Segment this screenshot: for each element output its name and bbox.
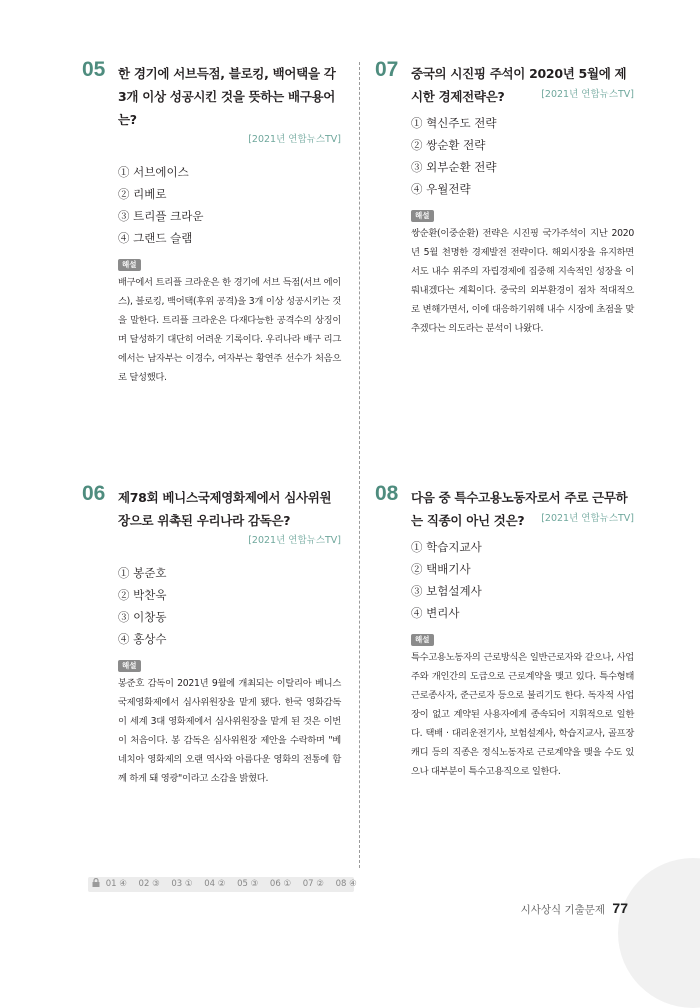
option-3[interactable]: ③ 외부순환 전략 <box>411 160 497 174</box>
question-number: 05 <box>82 58 106 81</box>
answer-item: 02 ③ <box>138 879 160 889</box>
answer-item: 01 ④ <box>105 879 127 889</box>
question-number: 08 <box>375 482 399 505</box>
question-source: [2021년 연합뉴스TV] <box>248 134 341 145</box>
options-list <box>411 536 634 624</box>
option-3[interactable]: ③ 이창동 <box>118 610 167 624</box>
option-2[interactable]: ② 박찬욱 <box>118 588 167 602</box>
answer-item: 06 ① <box>269 879 292 889</box>
answer-item: 07 ② <box>302 879 324 889</box>
options-list <box>118 562 341 650</box>
option-4[interactable]: ④ 그랜드 슬램 <box>118 231 193 245</box>
question-text: 중국의 시진핑 주석이 2020년 5월에 제시한 경제전략은? <box>411 66 627 104</box>
question-number: 06 <box>82 482 106 505</box>
explanation-text: 배구에서 트리플 크라운은 한 경기에 서브 득점(서브 에이스), 블로킹, 백어택(후위 공격)을 3개 이상 성공시키는 것을 말한다. 트리플 크라운은 다재다능한 공격수의 상징이며 달성하기 대단히 어려운 기록이다. 우리나라 배구 리그에서는 남자부는 이경수, 여자부는 황연주 선수가 처음으로 달성했다. <box>118 277 341 383</box>
question-08 <box>375 482 634 781</box>
explanation-badge: 해설 <box>118 259 141 271</box>
option-2[interactable]: ② 리베로 <box>118 187 167 201</box>
question-07 <box>375 58 634 338</box>
question-number: 07 <box>375 58 399 81</box>
question-source: [2021년 연합뉴스TV] <box>541 89 634 100</box>
answer-item: 08 ④ <box>335 879 357 889</box>
option-4[interactable]: ④ 홍상수 <box>118 632 167 646</box>
answer-item: 03 ① <box>171 879 193 889</box>
option-1[interactable]: ① 서브에이스 <box>118 165 189 179</box>
explanation-text: 쌍순환(이중순환) 전략은 시진핑 국가주석이 지난 2020년 5월 천명한 경제발전 전략이다. 해외시장을 유지하면서도 내수 위주의 자립경제에 집중해 지속적인 성장을 이뤄내겠다는 계획이다. 중국의 외부환경이 점차 적대적으로 변해가면서, 이에 대응하기위해 내수 시장에 초점을 맞추겠다는 의도라는 분석이 나왔다. <box>411 228 634 334</box>
page-number: 77 <box>612 900 628 916</box>
explanation-text: 특수고용노동자의 근로방식은 일반근로자와 같으나, 사업주와 개인간의 도급으로 근로계약을 맺고 있다. 특수형태근로종사자, 준근로자 등으로 불리기도 한다. 독자적 사업장이 없고 계약된 사용자에게 종속되어 지휘적으로 일한다. 택배 · 대리운전기사, 보험설계사, 학습지교사, 골프장 캐디 등의 직종은 정식노동자로 근로계약을 맺을 수도 있으나 대부분이 특수고용직으로 일한다. <box>411 652 634 777</box>
question-text: 다음 중 특수고용노동자로서 주로 근무하는 직종이 아닌 것은? <box>411 490 628 528</box>
options-list <box>118 161 341 249</box>
option-4[interactable]: ④ 변리사 <box>411 606 460 620</box>
explanation-text: 봉준호 감독이 2021년 9월에 개최되는 이탈리아 베니스국제영화제에서 심사위원장을 맡게 됐다. 한국 영화감독이 세계 3대 영화제에서 심사위원장을 맡게 된 것은 이번이 처음이다. 봉 감독은 심사위원장 제안을 수락하며 "베네치아 영화제의 오랜 역사와 아름다운 영화의 전통에 함께 하게 돼 영광"이라고 소감을 밝혔다. <box>118 678 341 784</box>
option-1[interactable]: ① 혁신주도 전략 <box>411 116 497 130</box>
lock-icon <box>92 878 100 887</box>
answer-item: 05 ③ <box>237 879 259 889</box>
option-3[interactable]: ③ 트리플 크라운 <box>118 209 204 223</box>
question-06 <box>82 482 341 788</box>
option-3[interactable]: ③ 보험설계사 <box>411 584 482 598</box>
answer-key <box>88 877 357 892</box>
option-4[interactable]: ④ 우월전략 <box>411 182 471 196</box>
option-2[interactable]: ② 쌍순환 전략 <box>411 138 486 152</box>
option-2[interactable]: ② 택배기사 <box>411 562 471 576</box>
option-1[interactable]: ① 봉준호 <box>118 566 167 580</box>
option-1[interactable]: ① 학습지교사 <box>411 540 482 554</box>
question-text: 제78회 베니스국제영화제에서 심사위원장으로 위촉된 우리나라 감독은? <box>118 490 332 528</box>
explanation-badge: 해설 <box>118 660 141 672</box>
question-source: [2021년 연합뉴스TV] <box>541 513 634 524</box>
explanation-badge: 해설 <box>411 210 434 222</box>
column-divider <box>359 62 360 868</box>
question-05 <box>82 58 341 387</box>
explanation-badge: 해설 <box>411 634 434 646</box>
page-footer <box>521 900 628 917</box>
section-title: 시사상식 기출문제 <box>520 904 606 916</box>
answer-item: 04 ② <box>204 879 226 889</box>
decorative-circle <box>618 858 700 1008</box>
question-text: 한 경기에 서브득점, 블로킹, 백어택을 각 3개 이상 성공시킨 것을 뜻하는 배구용어는? <box>118 66 336 127</box>
options-list <box>411 112 634 200</box>
question-source: [2021년 연합뉴스TV] <box>248 535 341 546</box>
